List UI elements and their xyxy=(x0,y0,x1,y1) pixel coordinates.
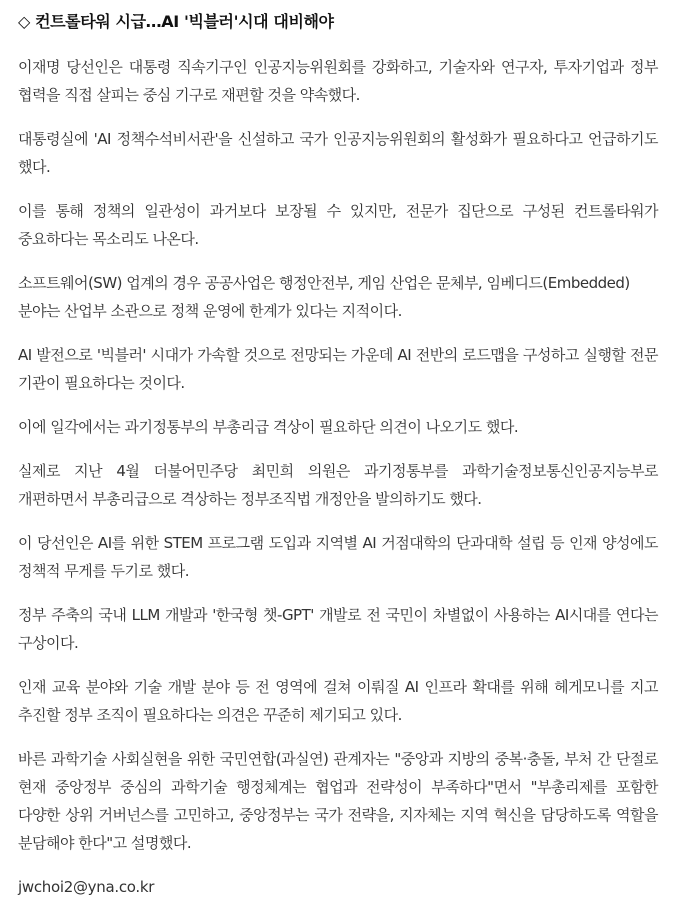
article-paragraph-6: 이에 일각에서는 과기정통부의 부총리급 격상이 필요하단 의견이 나오기도 했다. xyxy=(18,418,519,436)
article-paragraph-2: 대통령실에 'AI 정책수석비서관'을 신설하고 국가 인공지능위원회의 활성화가 필요하다고 언급하기도 했다. xyxy=(18,130,658,176)
article-paragraph-8: 이 당선인은 AI를 위한 STEM 프로그램 도입과 지역별 AI 거점대학의 단과대학 설립 등 인재 양성에도 정책적 무게를 두기로 했다. xyxy=(18,534,658,580)
article-paragraph-9: 정부 주축의 국내 LLM 개발과 '한국형 챗-GPT' 개발로 전 국민이 차별없이 사용하는 AI시대를 연다는 구상이다. xyxy=(18,606,658,652)
reporter-email: jwchoi2@yna.co.kr xyxy=(18,878,155,896)
article-paragraph-11: 바른 과학기술 사회실현을 위한 국민연합(과실연) 관계자는 "중앙과 지방의 중복·충돌, 부처 간 단절로 현재 중앙정부 중심의 과학기술 행정체계는 협업과 전략성이 부족하다"면서 "부총리제를 포함한 다양한 상위 거버넌스를 고민하고, 중앙정부는 국가 전략을, 지자체는 지역 혁신을 담당하도록 역할을 분담해야 한다"고 설명했다. xyxy=(18,750,658,852)
article-paragraph-5: AI 발전으로 '빅블러' 시대가 가속할 것으로 전망되는 가운데 AI 전반의 로드맵을 구성하고 실행할 전문 기관이 필요하다는 것이다. xyxy=(18,346,658,392)
article-paragraph-4: 소프트웨어(SW) 업계의 경우 공공사업은 행정안전부, 게임 산업은 문체부, 임베디드(Embedded) 분야는 산업부 소관으로 정책 운영에 한계가 있다는 지적이다. xyxy=(18,274,630,320)
article-paragraph-1: 이재명 당선인은 대통령 직속기구인 인공지능위원회를 강화하고, 기술자와 연구자, 투자기업과 정부 협력을 직접 살피는 중심 기구로 재편할 것을 약속했다. xyxy=(18,58,658,104)
article-paragraph-3: 이를 통해 정책의 일관성이 과거보다 보장될 수 있지만, 전문가 집단으로 구성된 컨트롤타워가 중요하다는 목소리도 나온다. xyxy=(18,202,658,248)
article-paragraph-10: 인재 교육 분야와 기술 개발 분야 등 전 영역에 걸쳐 이뤄질 AI 인프라 확대를 위해 헤게모니를 지고 추진할 정부 조직이 필요하다는 의견은 꾸준히 제기되고 있다. xyxy=(18,678,658,724)
article-subheadline: ◇ 컨트롤타워 시급…AI '빅블러'시대 대비해야 xyxy=(18,12,334,31)
article-paragraph-7: 실제로 지난 4월 더불어민주당 최민희 의원은 과기정통부를 과학기술정보통신인공지능부로 개편하면서 부총리급으로 격상하는 정부조직법 개정안을 발의하기도 했다. xyxy=(18,462,658,508)
